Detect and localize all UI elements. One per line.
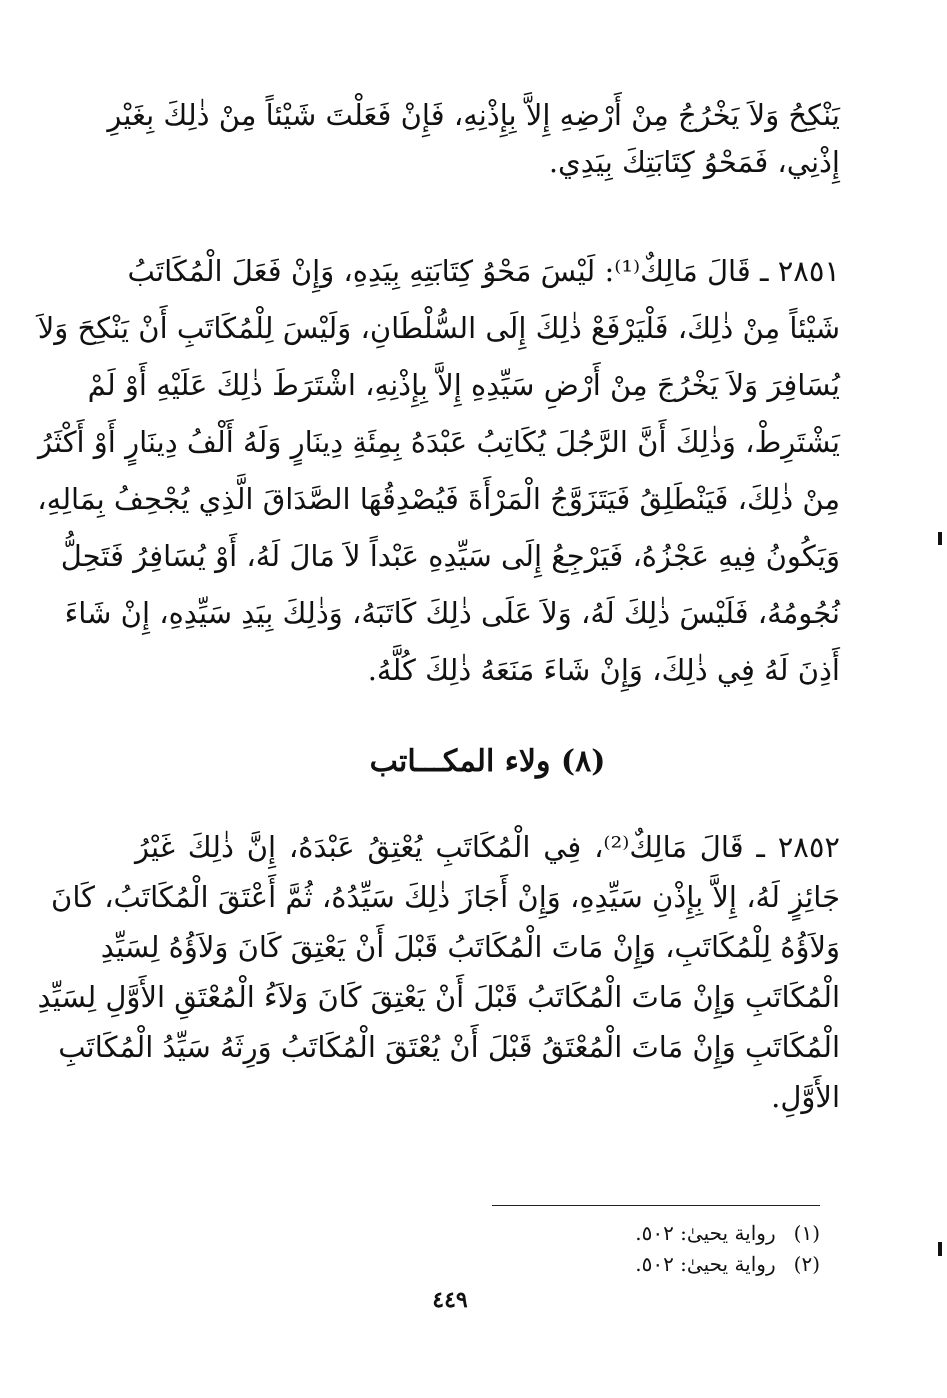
footnote-text: رواية يحيىٰ: ٥٠٢. (635, 1221, 776, 1245)
text-line: وَيَكُونُ فِيهِ عَجْزُهُ، فَيَرْجِعُ إِلَى سَيِّدِهِ عَبْداً لاَ مَالَ لَهُ، أَوْ يُسَافِرُ فَتَحِلُّ (60, 539, 840, 573)
text-line: جَائِزٍ لَهُ، إِلاَّ بِإِذْنِ سَيِّدِهِ، وَإِنْ أَجَازَ ذٰلِكَ سَيِّدُهُ، ثُمَّ أَعْتَقَ الْمُكَاتَبُ، كَانَ (51, 880, 840, 914)
text-line: أَذِنَ لَهُ فِي ذٰلِكَ، وَإِنْ شَاءَ مَنَعَهُ ذٰلِكَ كُلَّهُ. (367, 653, 840, 687)
text-line: يُسَافِرَ وَلاَ يَخْرُجَ مِنْ أَرْضِ سَيِّدِهِ إِلاَّ بِإِذْنِهِ، اشْتَرَطَ ذٰلِكَ عَلَيْهِ أَوْ لَمْ (87, 368, 840, 402)
footnote-item (492, 1249, 820, 1280)
section-heading: (٨) ولاء المكـــاتب (369, 744, 606, 779)
text-line: ٢٨٥١ ـ قَالَ مَالِكٌ⁽¹⁾: لَيْسَ مَحْوُ كِتَابَتِهِ بِيَدِهِ، وَإِنْ فَعَلَ الْمُكَاتَبُ (127, 254, 840, 288)
footnote-item (492, 1218, 820, 1249)
text-line: يَنْكِحُ وَلاَ يَخْرُجُ مِنْ أَرْضِهِ إِلاَّ بِإِذْنِهِ، فَإِنْ فَعَلْتَ شَيْئاً مِنْ ذٰلِكَ بِغَيْرِ (107, 98, 840, 132)
text-line: يَشْتَرِطْ، وَذٰلِكَ أَنَّ الرَّجُلَ يُكَاتِبُ عَبْدَهُ بِمِئَةِ دِينَارٍ وَلَهُ أَلْفُ دِينَارٍ أَوْ أَكْثَرُ (37, 425, 840, 459)
text-line: الْمُكَاتَبِ وَإِنْ مَاتَ الْمُكَاتَبُ قَبْلَ أَنْ يَعْتِقَ كَانَ وَلاَءُ الْمُعْتَقِ الأَوَّلِ لِسَيِّدِ (37, 980, 840, 1014)
text-line: مِنْ ذٰلِكَ، فَيَنْطَلِقُ فَيَتَزَوَّجُ الْمَرْأَةَ فَيُصْدِقُهَا الصَّدَاقَ الَّذِي يُجْحِفُ بِمَالِهِ، (37, 482, 840, 516)
footnotes (492, 1218, 820, 1280)
footnote-text: رواية يحيىٰ: ٥٠٢. (635, 1252, 776, 1276)
text-line: ٢٨٥٢ ـ قَالَ مَالِكٌ⁽²⁾، فِي الْمُكَاتَبِ يُعْتِقُ عَبْدَهُ، إِنَّ ذٰلِكَ غَيْرُ (135, 830, 840, 864)
text-line: الْمُكَاتَبِ وَإِنْ مَاتَ الْمُعْتَقُ قَبْلَ أَنْ يُعْتَقَ الْمُكَاتَبُ وَرِثَهُ سَيِّدُ الْمُكَاتَبِ (58, 1030, 840, 1064)
paragraph-2852 (37, 822, 840, 1122)
continued-paragraph (107, 92, 840, 186)
margin-mark (938, 532, 942, 545)
margin-mark (938, 1242, 942, 1256)
page-number: ٤٤٩ (432, 1287, 468, 1313)
text-line: الأَوَّلِ. (771, 1080, 840, 1114)
footnote-divider (492, 1205, 820, 1206)
footnote-number: (١) (793, 1221, 820, 1245)
text-line: إِذْنِي، فَمَحْوُ كِتَابَتِكَ بِيَدِي. (548, 145, 840, 179)
footnote-number: (٢) (793, 1252, 820, 1276)
paragraph-2851 (37, 243, 840, 699)
text-line: شَيْئاً مِنْ ذٰلِكَ، فَلْيَرْفَعْ ذٰلِكَ إِلَى السُّلْطَانِ، وَلَيْسَ لِلْمُكَاتَبِ أَنْ يَنْكِحَ وَلاَ (37, 311, 840, 345)
text-line: وَلاَؤُهُ لِلْمُكَاتَبِ، وَإِنْ مَاتَ الْمُكَاتَبُ قَبْلَ أَنْ يَعْتِقَ كَانَ وَلاَؤُهُ لِسَيِّدِ (100, 930, 840, 964)
text-line: نُجُومُهُ، فَلَيْسَ ذٰلِكَ لَهُ، وَلاَ عَلَى ذٰلِكَ كَاتَبَهُ، وَذٰلِكَ بِيَدِ سَيِّدِهِ، إِنْ شَاءَ (64, 596, 840, 630)
